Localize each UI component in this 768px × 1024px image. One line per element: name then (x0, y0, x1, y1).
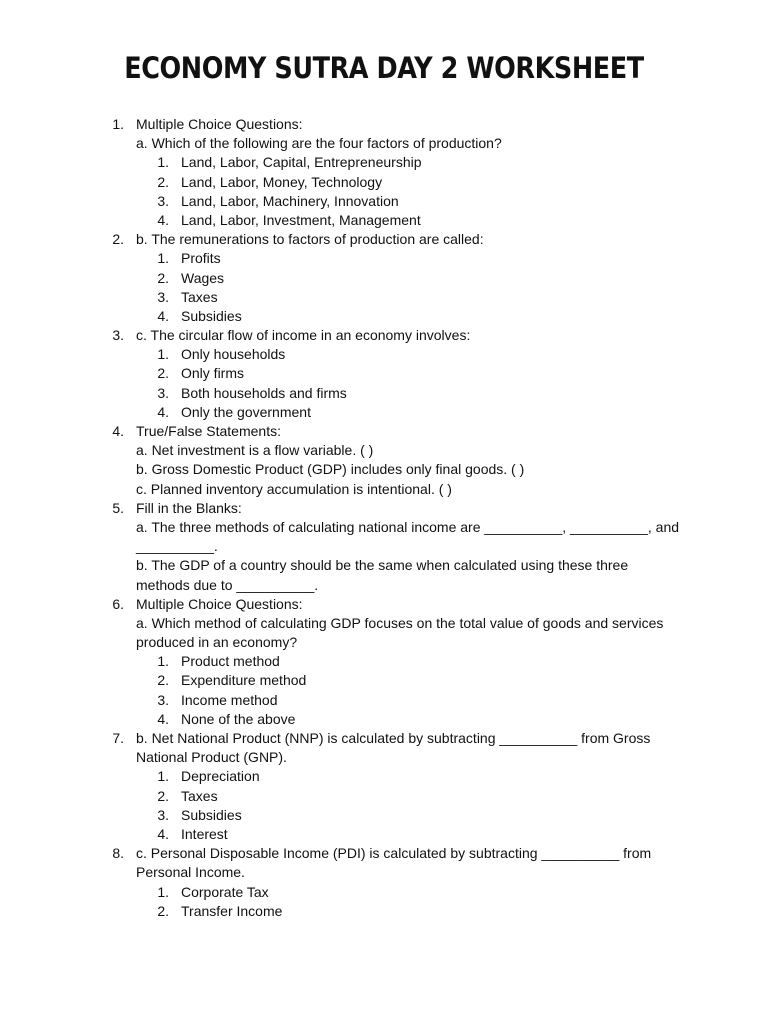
option-number: 2. (157, 365, 169, 382)
question-item (0, 499, 768, 595)
question-text: b. The GDP of a country should be the same when calculated using these three (136, 557, 629, 574)
option-text: Wages (181, 269, 225, 286)
option-number: 1. (157, 768, 169, 785)
option-item (0, 364, 768, 383)
question-line (0, 863, 768, 882)
option-number: 3. (157, 384, 169, 401)
option-text: Interest (181, 825, 228, 842)
option-item (0, 153, 768, 172)
option-number: 2. (157, 173, 169, 190)
question-line (0, 518, 768, 537)
option-number: 2. (157, 672, 169, 689)
question-text: __________. (136, 538, 218, 555)
option-text: Only firms (181, 365, 244, 382)
option-text: Corporate Tax (181, 883, 269, 900)
option-number: 1. (157, 346, 169, 363)
option-text: Depreciation (181, 768, 260, 785)
option-item (0, 249, 768, 268)
option-text: Income method (181, 691, 278, 708)
option-text: Transfer Income (181, 902, 283, 919)
question-item (0, 115, 768, 230)
question-text: Multiple Choice Questions: (136, 116, 303, 132)
option-number: 2. (157, 902, 169, 919)
question-item (0, 595, 768, 729)
option-number: 4. (157, 825, 169, 842)
option-number: 3. (157, 192, 169, 209)
question-line (0, 230, 768, 249)
option-item (0, 403, 768, 422)
question-line (0, 480, 768, 499)
question-line (0, 422, 768, 441)
option-text: Subsidies (181, 307, 242, 324)
question-text: produced in an economy? (136, 634, 298, 651)
question-list (0, 115, 768, 921)
question-text: b. Gross Domestic Product (GDP) includes only final goods. ( ) (136, 461, 525, 478)
question-line (0, 499, 768, 518)
option-number: 3. (157, 806, 169, 823)
option-item (0, 345, 768, 364)
option-text: Land, Labor, Money, Technology (181, 173, 383, 190)
option-item (0, 806, 768, 825)
question-line (0, 134, 768, 153)
question-text: True/False Statements: (136, 423, 281, 439)
option-item (0, 691, 768, 710)
option-item (0, 825, 768, 844)
option-number: 4. (157, 307, 169, 324)
option-text: Taxes (181, 288, 218, 305)
question-text: methods due to __________. (136, 576, 319, 593)
option-item (0, 173, 768, 192)
option-text: Land, Labor, Investment, Management (181, 211, 421, 228)
option-text: None of the above (181, 710, 296, 727)
question-line (0, 844, 768, 863)
question-number: 5. (112, 499, 124, 516)
option-item (0, 883, 768, 902)
option-number: 1. (157, 653, 169, 670)
question-number: 2. (112, 231, 124, 248)
question-number: 7. (112, 730, 124, 746)
option-text: Land, Labor, Capital, Entrepreneurship (181, 154, 422, 171)
option-text: Product method (181, 653, 280, 670)
question-line (0, 537, 768, 556)
option-text: Profits (181, 250, 221, 267)
question-line (0, 614, 768, 633)
option-number: 2. (157, 787, 169, 804)
option-item (0, 710, 768, 729)
worksheet-title: ECONOMY SUTRA DAY 2 WORKSHEET (124, 51, 644, 85)
option-text: Expenditure method (181, 672, 307, 689)
question-text: c. Planned inventory accumulation is intentional. ( ) (136, 480, 452, 497)
question-item (0, 729, 768, 844)
question-number: 3. (112, 327, 124, 344)
question-line (0, 729, 768, 748)
option-text: Land, Labor, Machinery, Innovation (181, 192, 399, 209)
option-item (0, 192, 768, 211)
option-item (0, 288, 768, 307)
option-item (0, 652, 768, 671)
question-number: 6. (112, 595, 124, 612)
option-text: Only the government (181, 403, 311, 420)
option-item (0, 902, 768, 921)
question-text: Fill in the Blanks: (136, 499, 242, 516)
question-text: a. Which method of calculating GDP focuses on the total value of goods and services (136, 614, 664, 631)
question-text: c. Personal Disposable Income (PDI) is calculated by subtracting __________ from (136, 845, 652, 862)
question-text: c. The circular flow of income in an economy involves: (136, 327, 471, 344)
option-number: 4. (157, 710, 169, 727)
option-text: Taxes (181, 787, 218, 804)
question-text: National Product (GNP). (136, 749, 287, 766)
option-number: 4. (157, 403, 169, 420)
option-item (0, 671, 768, 690)
question-number: 8. (112, 845, 124, 862)
question-item (0, 422, 768, 499)
question-text: a. The three methods of calculating national income are __________, __________, and (136, 518, 680, 535)
question-number: 4. (112, 423, 124, 439)
question-line (0, 633, 768, 652)
option-item (0, 384, 768, 403)
question-number: 1. (112, 116, 124, 132)
question-item (0, 844, 768, 921)
option-item (0, 211, 768, 230)
question-text: Personal Income. (136, 864, 245, 881)
question-text: a. Which of the following are the four factors of production? (136, 135, 502, 152)
option-item (0, 767, 768, 786)
option-item (0, 269, 768, 288)
question-item (0, 230, 768, 326)
question-text: a. Net investment is a flow variable. ( ) (136, 442, 374, 459)
option-number: 3. (157, 691, 169, 708)
option-text: Subsidies (181, 806, 242, 823)
question-item (0, 326, 768, 422)
question-text: b. Net National Product (NNP) is calculated by subtracting __________ from Gross (136, 730, 651, 746)
option-number: 1. (157, 154, 169, 171)
option-number: 3. (157, 288, 169, 305)
question-line (0, 460, 768, 479)
option-number: 1. (157, 250, 169, 267)
question-line (0, 115, 768, 134)
option-item (0, 307, 768, 326)
question-line (0, 556, 768, 575)
option-item (0, 787, 768, 806)
option-number: 2. (157, 269, 169, 286)
option-number: 4. (157, 211, 169, 228)
option-text: Only households (181, 346, 286, 363)
question-line (0, 748, 768, 767)
question-line (0, 326, 768, 345)
question-line (0, 576, 768, 595)
option-text: Both households and firms (181, 384, 347, 401)
question-text: Multiple Choice Questions: (136, 595, 303, 612)
question-line (0, 441, 768, 460)
question-line (0, 595, 768, 614)
option-number: 1. (157, 883, 169, 900)
question-text: b. The remunerations to factors of production are called: (136, 231, 484, 248)
